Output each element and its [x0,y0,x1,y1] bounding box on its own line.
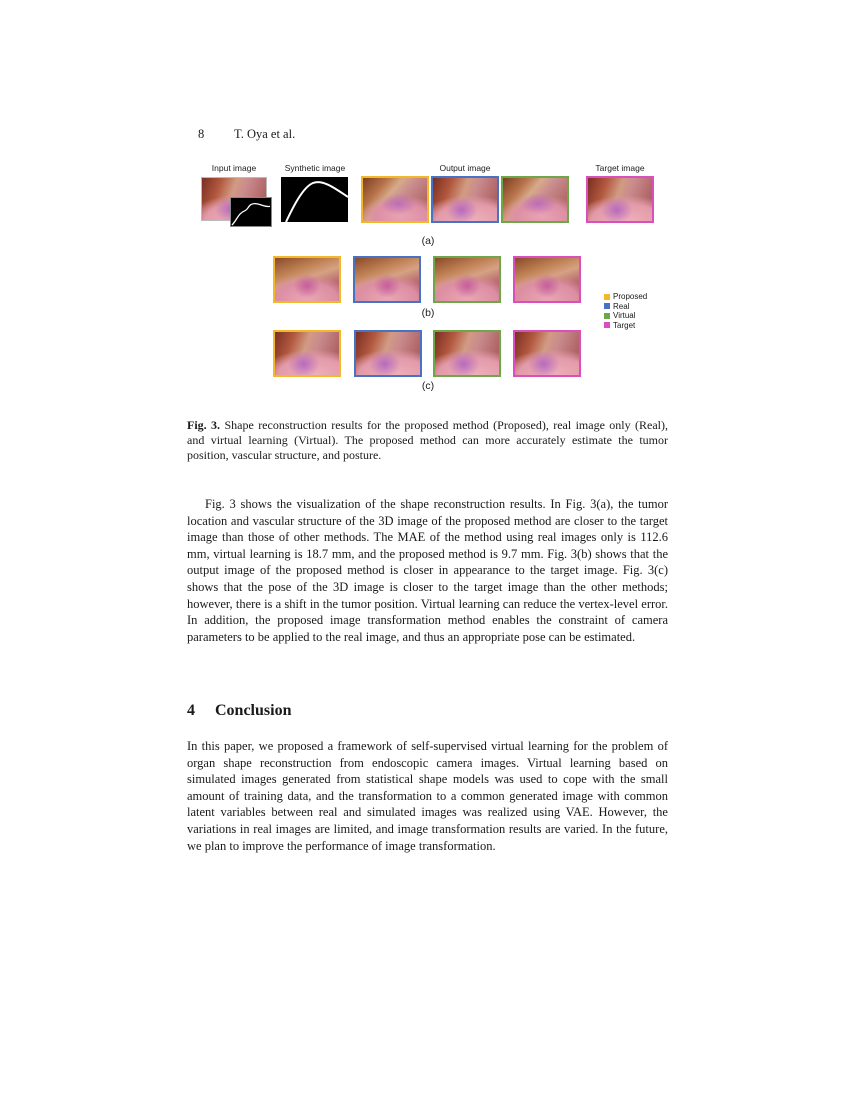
caption-text: Shape reconstruction results for the proposed method (Proposed), real image only (Real), and virtual learning (Virtual). The proposed method can more accurately estimate the tumor position, vascular structure, and posture. [187,418,669,463]
output-real-a [431,176,499,223]
output-proposed-b [273,256,341,303]
output-virtual-b [433,256,501,303]
caption-label: Fig. 3. [187,418,221,432]
figure-legend [604,292,647,330]
output-virtual-a [501,176,569,223]
section-number: 4 [187,702,195,719]
target-image-b [513,256,581,303]
legend-item-virtual: Virtual [604,311,647,321]
legend-item-target: Target [604,321,647,331]
legend-item-real: Real [604,302,647,312]
synthetic-contour-icon [281,177,348,222]
contour-line-icon [231,198,271,226]
section-heading-conclusion [187,702,291,720]
figure-caption [187,418,668,464]
target-image-c [513,330,581,377]
synthetic-image-thumbnail [281,177,348,222]
section-title: Conclusion [215,702,292,719]
label-synthetic-image: Synthetic image [284,163,346,173]
label-input-image: Input image [211,163,257,173]
panel-label-a: (a) [421,235,435,247]
output-real-c [354,330,422,377]
proposed-swatch-icon [604,294,610,300]
running-head [198,127,295,142]
label-target-image: Target image [595,163,645,173]
target-image-a [586,176,654,223]
input-contour-inset [230,197,272,227]
author-line: T. Oya et al. [234,127,296,141]
output-virtual-c [433,330,501,377]
page-number: 8 [198,127,205,141]
target-swatch-icon [604,322,610,328]
output-proposed-a [361,176,429,223]
panel-label-b: (b) [421,307,435,319]
legend-item-proposed: Proposed [604,292,647,302]
output-proposed-c [273,330,341,377]
body-paragraph-results: Fig. 3 shows the visualization of the shape reconstruction results. In Fig. 3(a), the tumor location and vascular structure of the 3D image of the proposed method are closer to the target image than those of other methods. The MAE of the method using real images only is 112.6 mm, virtual learning is 18.7 mm, and the proposed method is 9.7 mm. Fig. 3(b) shows that the output image of the proposed method is closer in appearance to the target image. Fig. 3(c) shows that the pose of the 3D image is closer to the target image than the other methods; however, there is a shift in the tumor position. Virtual learning can reduce the vertex-level error. In addition, the proposed image transformation method enables the constraint of camera parameters to be applied to the real image, and thus an appropriate pose can be estimated. [187,497,668,644]
virtual-swatch-icon [604,313,610,319]
body-paragraph-conclusion: In this paper, we proposed a framework of self-supervised virtual learning for the problem of organ shape reconstruction from endoscopic camera images. Virtual learning based on simulated images generated from statistical shape models was used to cope with the small amount of training data, and the transformation to a common generated image with common latent variables between real and simulated images was realized using VAE. However, the variations in real images are limited, and image transformation results are varied. In the future, we plan to improve the performance of image transformation. [187,739,668,853]
real-swatch-icon [604,303,610,309]
panel-label-c: (c) [421,380,435,392]
output-real-b [353,256,421,303]
label-output-image: Output image [439,163,491,173]
